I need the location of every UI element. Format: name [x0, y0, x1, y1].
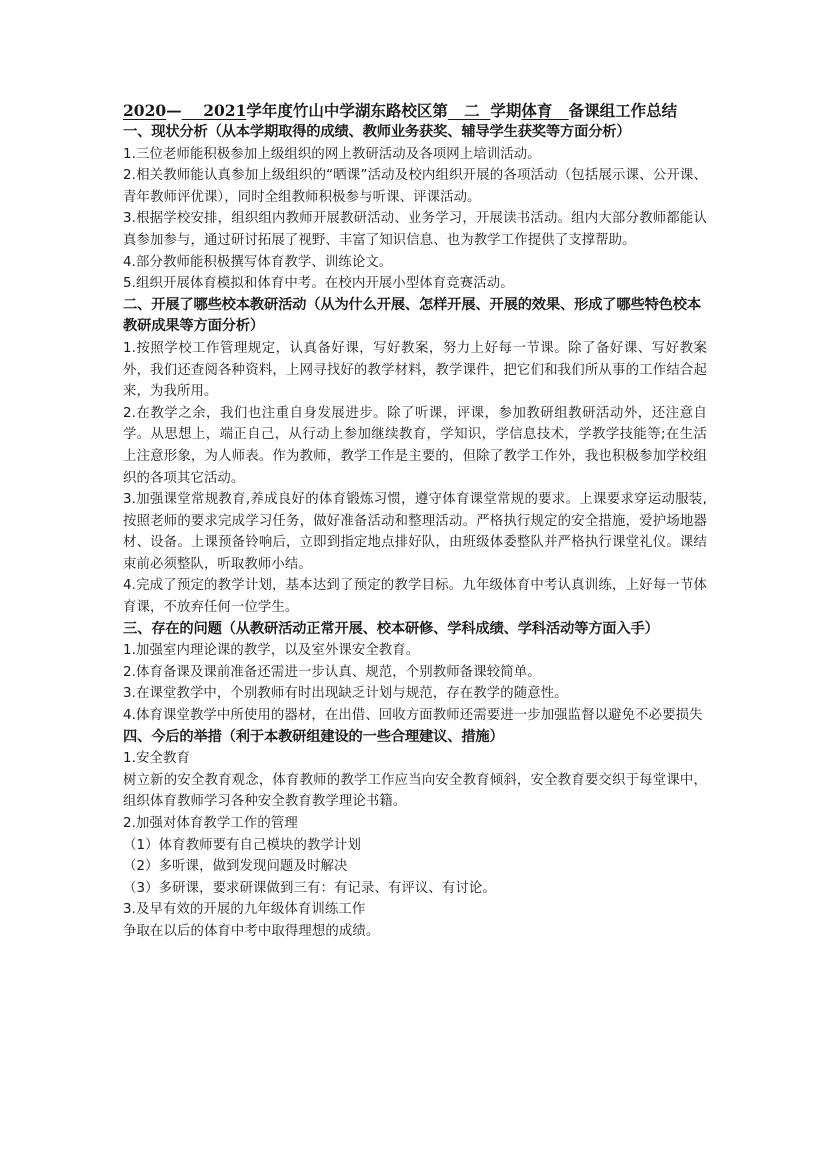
paragraph: （2）多听课，做到发现问题及时解决: [123, 859, 348, 875]
document-page: [123, 100, 707, 943]
paragraph: 3.根据学校安排，组织组内教师开展教研活动、业务学习，开展读书活动。组内大部分教师都能认真参加参与，通过研讨拓展了视野、丰富了知识信息、也为教学工作提供了支撑帮助。: [123, 211, 707, 248]
title-dash: —: [166, 101, 182, 120]
paragraph: 5.组织开展体育模拟和体育中考。在校内开展小型体育竞赛活动。: [123, 276, 514, 292]
paragraph: 2.相关教师能认真参加上级组织的“晒课”活动及校内组织开展的各项活动（包括展示课、公开课、青年教师评优课），同时全组教师积极参与听课、评课活动。: [123, 168, 707, 205]
section-heading: 二、开展了哪些校本教研活动（从为什么开展、怎样开展、开展的效果、形成了哪些特色校本教研成果等方面分析）: [123, 296, 701, 335]
paragraph: 3.在课堂教学中，个别教师有时出现缺乏计划与规范，存在教学的随意性。: [123, 686, 568, 702]
paragraph: 4.完成了预定的教学计划，基本达到了预定的教学目标。九年级体育中考认真训练，上好每一节体育课，不放弃任何一位学生。: [123, 578, 707, 616]
section-heading: 三、存在的问题（从教研活动正常开展、校本研修、学科成绩、学科活动等方面入手）: [123, 620, 659, 637]
section-heading: 一、现状分析（从本学期取得的成绩、教师业务获奖、辅导学生获奖等方面分析）: [123, 124, 631, 140]
title-term-suffix: 学期: [490, 101, 522, 120]
section-heading: 四、今后的举措（利于本教研组建设的一些合理建议、措施）: [123, 728, 504, 745]
paragraph: 4.体育课堂教学中所使用的器材，在出借、回收方面教师还需要进一步加强监督以避免不必要损失: [123, 708, 703, 724]
paragraph: 2.在教学之余，我们也注重自身发展进步。除了听课，评课，参加教研组教研活动外，还注意自学。从思想上，端正自己，从行动上参加继续教育，学知识，学信息技术，学教学技能等;在生活上注意形象，为人师表。作为教师，教学工作是主要的，但除了教学工作外，我也积极参加学校组织的各项其它活动。: [123, 405, 707, 486]
paragraph: 2.加强对体育教学工作的管理: [123, 816, 298, 831]
paragraph: 树立新的安全教育观念，体育教师的教学工作应当向安全教育倾斜，安全教育要交织于每堂课中，组织体育教师学习各种安全教育教学理论书籍。: [123, 772, 707, 810]
title-year-start: 2020: [123, 101, 167, 120]
paragraph: 1.加强室内理论课的教学，以及室外课安全教育。: [123, 643, 420, 659]
paragraph: 3.及早有效的开展的九年级体育训练工作: [123, 902, 366, 918]
paragraph: （3）多研课，要求研课做到三有：有记录、有评议、有讨论。: [123, 880, 496, 896]
document-title: [123, 100, 707, 122]
title-year-end: 2021: [203, 101, 247, 120]
paragraph: 争取在以后的体育中考中取得理想的成绩。: [123, 923, 380, 939]
title-tail: 备课组工作总结: [568, 101, 678, 120]
paragraph: 1.三位老师能积极参加上级组织的网上教研活动及各项网上培训活动。: [123, 146, 541, 162]
paragraph: 1.安全教育: [123, 751, 190, 767]
paragraph: 2.体育备课及课前准备还需进一步认真、规范，个别教师备课较简单。: [123, 664, 541, 680]
title-subject: 体育: [521, 101, 553, 120]
paragraph: 4.部分教师能积极撰写体育教学、训练论文。: [123, 254, 393, 270]
title-school: 学年度竹山中学湖东路校区第: [246, 101, 448, 120]
paragraph: 3.加强课堂常规教育,养成良好的体育锻炼习惯，遵守体育课堂常规的要求。上课要求穿运动服装,按照老师的要求完成学习任务，做好准备活动和整理活动。严格执行规定的安全措施，爱护场地器材、设备。上课预备铃响后，立即到指定地点排好队，由班级体委整队并严格执行课堂礼仪。课结束前必须整队，听取教师小结。: [123, 492, 707, 572]
paragraph: （1）体育教师要有自己模块的教学计划: [123, 837, 361, 853]
title-term: 二: [464, 101, 480, 120]
paragraph: 1.按照学校工作管理规定，认真备好课，写好教案，努力上好每一节课。除了备好课、写好教案外，我们还查阅各种资料，上网寻找好的教学材料，教学课件，把它们和我们所从事的工作结合起来，为我所用。: [123, 340, 707, 400]
